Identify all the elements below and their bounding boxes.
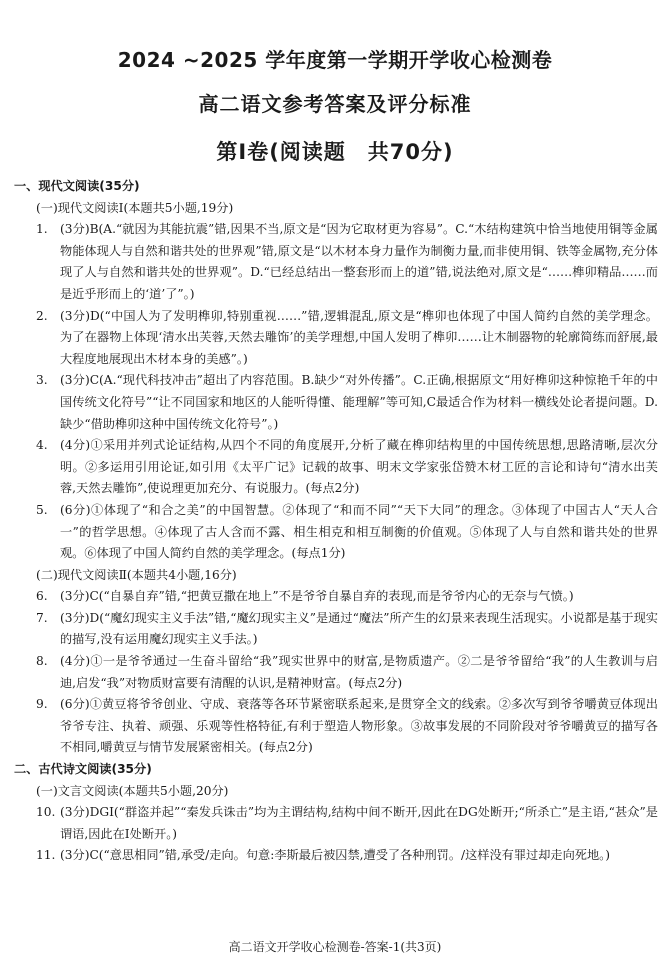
item-text: (3分)C(“自暴自弃”错,“把黄豆撒在地上”不是爷爷自暴自弃的表现,而是爷爷内心的无奈与气愤。) xyxy=(60,589,574,604)
item-number: 2. xyxy=(36,308,48,323)
answer-key-title: 高二语文参考答案及评分标准 xyxy=(198,92,472,116)
section-heading-modern-reading: 一、现代文阅读(35分) xyxy=(14,179,140,193)
item-number: 3. xyxy=(36,373,48,388)
item-number: 4. xyxy=(36,438,48,453)
answer-content xyxy=(14,176,658,867)
answer-item xyxy=(14,370,658,435)
answer-item xyxy=(14,608,658,651)
subsection-heading-reading-2: (二)现代文阅读Ⅱ(本题共4小题,16分) xyxy=(36,567,237,582)
item-text: (3分)DGI(“群盗并起”“秦发兵诛击”均为主谓结构,结构中间不断开,因此在DG处断开;“所杀亡”是主语,“甚众”是谓语,因此在I处断开。) xyxy=(60,805,658,841)
answer-item xyxy=(14,500,658,565)
item-number: 1. xyxy=(36,222,48,237)
answer-item xyxy=(14,694,658,759)
exam-title: 2024 ~2025 学年度第一学期开学收心检测卷 xyxy=(117,48,553,72)
item-text: (3分)D(“魔幻现实主义手法”错,“魔幻现实主义”是通过“魔法”所产生的幻景来表现生活现实。小说都是基于现实的描写,没有运用魔幻现实主义手法。) xyxy=(60,610,658,647)
item-number: 10. xyxy=(36,805,56,820)
item-text: (4分)①采用并列式论证结构,从四个不同的角度展开,分析了藏在榫卯结构里的中国传统思想,思路清晰,层次分明。②多运用引用论证,如引用《太平广记》记载的故事、明末文学家张岱赞木材工匠的言论和诗句“清水出芙蓉,天然去雕饰”,使说理更加充分、有说服力。(每点2分) xyxy=(60,438,658,496)
answer-item xyxy=(14,802,658,845)
volume-title: 第Ⅰ卷(阅读题 共70分) xyxy=(216,140,454,164)
answer-item xyxy=(14,219,658,305)
answer-item xyxy=(14,651,658,694)
item-number: 7. xyxy=(36,610,48,625)
answer-item xyxy=(14,306,658,371)
item-text: (6分)①体现了“和合之美”的中国智慧。②体现了“和而不同”“天下大同”的理念。③体现了中国古人“天人合一”的哲学思想。④体现了古人含而不露、相生相克和相互制衡的价值观。⑤体现了人与自然和谐共处的世界观。⑥体现了中国人简约自然的美学理念。(每点1分) xyxy=(60,502,658,561)
page-footer: 高二语文开学收心检测卷-答案-1(共3页) xyxy=(228,940,442,954)
subsection-heading-reading-1: (一)现代文阅读Ⅰ(本题共5小题,19分) xyxy=(36,200,234,215)
section-heading-classical-reading: 二、古代诗文阅读(35分) xyxy=(14,762,152,777)
item-text: (4分)①一是爷爷通过一生奋斗留给“我”现实世界中的财富,是物质遗产。②二是爷爷留给“我”的人生教训与启迪,启发“我”对物质财富要有清醒的认识,是精神财富。(每点2分) xyxy=(60,654,658,690)
answer-item xyxy=(14,435,658,500)
item-number: 9. xyxy=(36,697,48,712)
item-text: (3分)B(A.“就因为其能抗震”错,因果不当,原文是“因为它取材更为容易”。C.“木结构建筑中恰当地使用铜等金属物能体现人与自然和谐共处的世界观”错,原文是“以木材本身力量作为制衡力量,而非使用铜、铁等金属物,充分体现了人与自然和谐共处的世界观”。D.“已经总结出一整套形而上的道”错,说法绝对,原文是“……榫卯精品……而是近乎形而上的‘道’了”。) xyxy=(60,222,658,301)
item-number: 11. xyxy=(36,848,56,863)
item-text: (6分)①黄豆将爷爷创业、守成、衰落等各环节紧密联系起来,是贯穿全文的线索。②多次写到爷爷嚼黄豆体现出爷爷专注、执着、顽强、乐观等性格特征,有利于塑造人物形象。③故事发展的不同阶段对爷爷嚼黄豆的描写各不相同,嚼黄豆与情节发展紧密相关。(每点2分) xyxy=(60,697,658,755)
answer-item xyxy=(14,586,658,608)
subsection-heading-classical-prose: (一)文言文阅读(本题共5小题,20分) xyxy=(36,783,229,798)
item-text: (3分)D(“中国人为了发明榫卯,特别重视……”错,逻辑混乱,原文是“榫卯也体现了中国人简约自然的美学理念。为了在器物上体现‘清水出芙蓉,天然去雕饰’的美学理想,中国人发明了榫卯……让木制器物的轮廓简练而舒展,最大程度地展现出木材本身的美感”。) xyxy=(60,308,658,366)
answer-item xyxy=(14,845,658,867)
item-text: (3分)C(“意思相同”错,承受/走向。句意:李斯最后被囚禁,遭受了各种刑罚。/这样没有罪过却走向死地。) xyxy=(60,848,611,863)
item-number: 8. xyxy=(36,654,48,669)
item-number: 5. xyxy=(36,502,48,517)
item-number: 6. xyxy=(36,589,48,604)
item-text: (3分)C(A.“现代科技冲击”超出了内容范围。B.缺少“对外传播”。C.正确,根据原文“用好榫卯这种惊艳千年的中国传统文化符号”“让不同国家和地区的人能听得懂、能理解”等可知,C最适合作为材料一横线处论者提问题。D.缺少“借助榫卯这种中国传统文化符号”。) xyxy=(60,373,658,431)
